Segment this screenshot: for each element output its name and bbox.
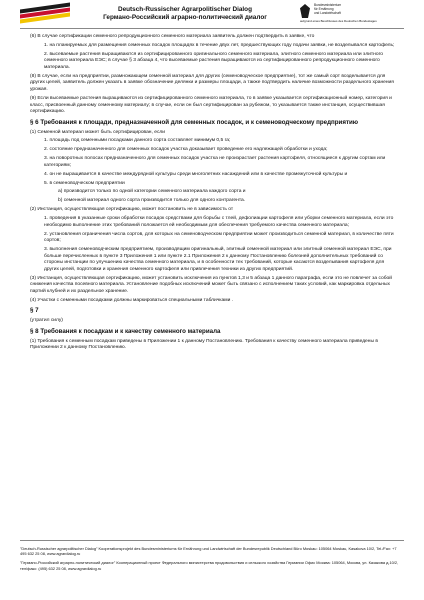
paragraph: a) производится только по одной категории семенного материала каждого сорта и <box>58 189 246 195</box>
header-title-ru: Германо-Российский аграрно-политический диалог <box>103 14 267 21</box>
section-heading: § 7 <box>30 307 39 315</box>
paragraph: 2. состояние предназначенного для семенных посадок участка доказывает проведение его надлежащей обработки и ухода; <box>44 147 328 153</box>
paragraph: b) семенной материал одного сорта производится только для одного контрагента. <box>58 198 246 204</box>
paragraph: 1. проведения в указанные сроки обработки посадок средствами для борьбы с тлей, дефолиации картофеля или уборки семенного материала, если это необходимо выполнение этих требований положается ей необходимым для обеспечения требуемого качества семенного материала; <box>44 216 394 228</box>
ministry-name: Bundesministerium für Ernährung und Landwirtschaft <box>314 3 342 15</box>
paragraph: (9) Если высеваемые растения выращиваются из сертифицированного семенного материала, то в заявке указывается сертификационный номер, категория и класс, присвоенный данному семенному материалу; в случае, если он был сертифицирован за рубежом, то указывается также инстанция, осуществившая сертификацию. <box>30 95 392 115</box>
footer-text-ru: "Германо-Российский аграрно-политический диалог" Кооперационный проект Федерального министерства продовольствия и сельского хозяйства Германии Офис Москва: 105064, Москва, ул. Казакова д.10/2, тел/факс: (495) 632 25 08, www.agrardialog.ru <box>20 560 399 571</box>
paragraph: (1) Требования к семенным посадкам приведены в Приложении 1 к данному Постановлению. Требования к качеству семенного материала приведены в Приложении 2 к данному Постановлению. <box>30 338 378 351</box>
section-heading: § 8 Требования к посадкам и к качеству семенного материала <box>30 327 221 335</box>
page-header <box>0 0 424 30</box>
ministry-subtitle: aufgrund eines Beschlusses des Deutschen Bundestages <box>300 19 377 23</box>
header-title-de: Deutsch-Russischer Agrarpolitischer Dialog <box>117 6 252 13</box>
paragraph: 4. он не выращивается в качестве междурядной культуры среди многолетних насаждений или в качестве промежуточной культуры и <box>44 171 348 177</box>
paragraph: 1. на планируемых для размещения семенных посадок площадях в течение двух лет, предшествующих году подачи заявки, не возделывался картофель; <box>44 42 395 48</box>
paragraph: 2. установления ограничения числа сортов, для которых на семеноводческом предприятии может производиться семенной материал, в количестве пяти сортов; <box>44 231 394 244</box>
paragraph: 2. высеваемые растения выращиваются из сертифицированного оригинального семенного материала, элитного семенного материала или элитного семенного материала ЕЭС; в случае § 3 абзаца 4, что высеваемые растения выращиваются из сертифицированного репродукционного семенного материала. <box>44 51 383 70</box>
paragraph: 1. площадь под семенными посадками данного сорта составляет минимум 0,5 га; <box>44 138 231 144</box>
footer-divider <box>20 540 404 541</box>
page-footer <box>20 540 404 575</box>
paragraph: (1) Семенной материал может быть сертифицирован, если <box>30 129 165 135</box>
header-title <box>80 6 290 22</box>
paragraph: (3) Инстанция, осуществляющая сертификацию, может установить исключения из пунктов 1,3 и 5 абзаца 1 данного параграфа, если это не повлечет за собой снижения качества посевного материала. Установление подобных исключений может быть связано с исполнением таких условий, как маркировка отдельных партий клубней и их раздельное хранение. <box>30 275 392 294</box>
paragraph: (6) В случае сертификации семенного репродукционного семенного материала заявитель должен подтвердить в заявке, что <box>30 34 315 39</box>
header-divider <box>20 28 404 29</box>
paragraph: (4) Участки с семенными посадками должны маркироваться специальными табличками . <box>30 297 234 303</box>
paragraph: (2) Инстанция, осуществляющая сертификацию, может постановить не в зависимость от <box>30 207 234 213</box>
flag-logo <box>20 6 70 22</box>
section-heading: § 6 Требования к площади, предназначенной для семенных посадок, и к семеноводческому предприятию <box>30 118 359 126</box>
paragraph: (утратил силу) <box>30 318 63 324</box>
paragraph: 3. выполнения семеноводческим предприятием, производящим оригинальный, элитный семенной материал или элитный семенной материал ЕЭС, при больше перечисленных в пункте 3 Приложения 1 или пункте 2.1 Приложения 2 к данному Постановлению болезней дополнительных требований со стороны инстанции по улучшению качества семенного материала, и в особенности тех требований, которые касаются возделывания картофеля для других целей, подготовки и хранения семенного картофеля или привлечения техники из других предприятий. <box>44 247 392 272</box>
eagle-icon <box>300 4 310 18</box>
paragraph: 5. в семеноводческом предприятии <box>44 180 125 186</box>
paragraph: 3. на поворотных полосах предназначенного для семенных посадок участка не произрастает растения картофеля, относящиеся к другим сортам или категориям; <box>44 156 386 168</box>
document-body <box>30 34 396 354</box>
paragraph: (8) В случае, если на предприятии, размножающем семенной материал для других (семеноводческое предприятие), тот же самый сорт возделывается для других целей, заявитель должен указать в заявке обозначение делянки и размеры площади, а также подтвердить наличие возможности раздельного хранения урожая. <box>30 73 394 93</box>
footer-text-de: "Deutsch-Russischer agrarpolitischer Dialog" Kooperationsprojekt des Bundesministeriums für Ernährung und Landwirtschaft der Bundesrepublik Deutschland Büro Moskau: 105064 Moskau, Kasakova 10/2, Tel./Fax: +7 495 632 25 08, www.agrardialog.ru <box>20 546 397 557</box>
